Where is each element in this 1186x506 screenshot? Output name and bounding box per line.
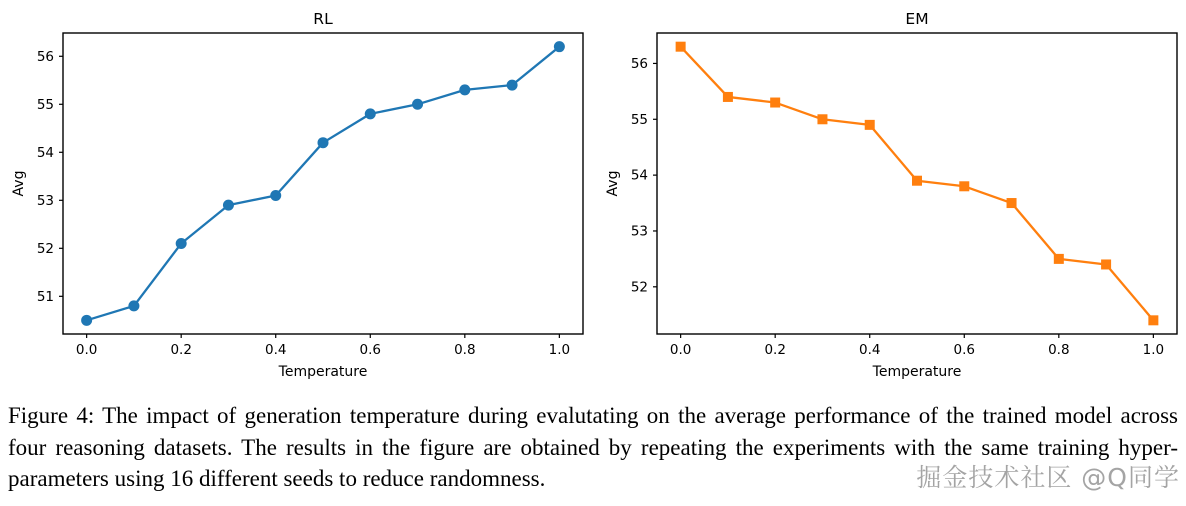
rl-chart — [3, 2, 589, 392]
data-point-marker — [554, 41, 565, 52]
y-tick-label: 56 — [630, 55, 648, 72]
plot-frame — [63, 33, 583, 334]
figure-caption: Figure 4: The impact of generation temperature during evalutating on the average performance of the trained model across four reasoning datasets. The results in the figure are obtained by repeating the experiments with the same training hyper-parameters using 16 different seeds to reduce randomness. — [8, 403, 1178, 491]
data-point-marker — [676, 42, 686, 52]
data-point-marker — [817, 114, 827, 124]
data-point-marker — [912, 176, 922, 186]
y-tick-label: 54 — [630, 167, 648, 184]
data-point-marker — [365, 108, 376, 119]
x-tick-label: 0.0 — [75, 342, 98, 358]
series-line-rl — [87, 47, 560, 321]
y-tick-label: 55 — [36, 96, 54, 113]
y-tick-label: 54 — [36, 144, 54, 161]
data-point-marker — [128, 300, 139, 311]
y-tick-label: 52 — [630, 279, 648, 296]
y-tick-label: 55 — [630, 111, 648, 128]
x-tick-label: 0.4 — [264, 342, 287, 358]
data-point-marker — [1007, 198, 1017, 208]
x-tick-label: 0.8 — [454, 342, 476, 358]
watermark: 掘金技术社区 @Q同学 — [916, 463, 1180, 492]
chart-title: RL — [313, 10, 333, 28]
data-point-marker — [770, 98, 780, 108]
chart-title: EM — [905, 10, 929, 28]
x-tick-label: 0.0 — [669, 342, 692, 358]
data-point-marker — [81, 315, 92, 326]
data-point-marker — [412, 99, 423, 110]
x-tick-label: 0.6 — [359, 342, 382, 358]
y-tick-label: 51 — [36, 288, 54, 305]
data-point-marker — [1054, 254, 1064, 264]
data-point-marker — [270, 190, 281, 201]
x-tick-label: 0.4 — [858, 342, 881, 358]
data-point-marker — [865, 120, 875, 130]
data-point-marker — [1101, 259, 1111, 269]
em-chart — [597, 2, 1183, 392]
data-point-marker — [959, 181, 969, 191]
x-tick-label: 1.0 — [1142, 342, 1165, 358]
y-tick-label: 56 — [36, 48, 54, 65]
y-axis-label: Avg — [605, 170, 621, 197]
data-point-marker — [507, 80, 518, 91]
data-point-marker — [1148, 315, 1158, 325]
data-point-marker — [318, 137, 329, 148]
rl-line-chart-svg — [3, 2, 589, 392]
em-line-chart-svg — [597, 2, 1183, 392]
data-point-marker — [723, 92, 733, 102]
data-point-marker — [176, 238, 187, 249]
x-tick-label: 0.6 — [953, 342, 976, 358]
y-tick-label: 53 — [630, 223, 648, 240]
y-axis-label: Avg — [11, 170, 27, 197]
y-tick-label: 53 — [36, 192, 54, 209]
x-tick-label: 0.8 — [1048, 342, 1070, 358]
x-axis-label: Temperature — [278, 364, 368, 380]
y-tick-label: 52 — [36, 240, 54, 257]
x-tick-label: 0.2 — [170, 342, 192, 358]
x-axis-label: Temperature — [872, 364, 962, 380]
x-tick-label: 1.0 — [548, 342, 571, 358]
data-point-marker — [459, 84, 470, 95]
x-tick-label: 0.2 — [764, 342, 786, 358]
data-point-marker — [223, 200, 234, 211]
